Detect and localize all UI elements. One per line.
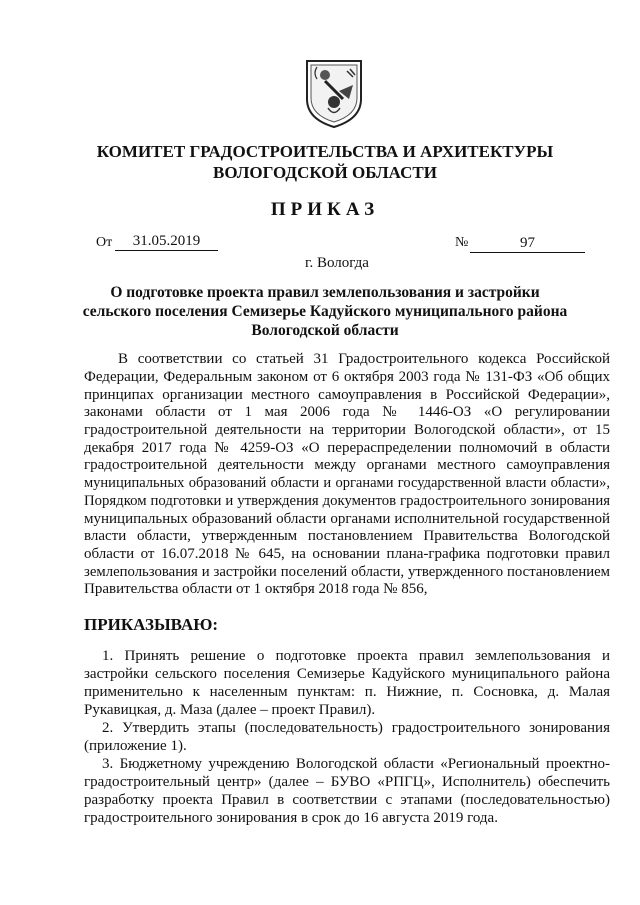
item-2-line: (приложение 1). xyxy=(84,738,187,754)
preamble-line: Порядком подготовки и утверждения документов градостроительного зонирования xyxy=(84,493,610,509)
item-1-line: застройки сельского поселения Семизерье Кадуйского муниципального района xyxy=(84,666,610,682)
item-3-line: градостроительного зонирования в срок до 16 августа 2019 года. xyxy=(84,810,498,826)
item-3-line: градостроительный центр» (далее – БУВО «РПГЦ», Исполнитель) обеспечить xyxy=(84,774,610,790)
preamble-line: принципах организации местного самоуправления в Российской Федерации», xyxy=(84,387,610,403)
document-type: ПРИКАЗ xyxy=(270,199,380,220)
preamble-line: муниципальных образований области органами исполнительной государственной xyxy=(84,511,610,527)
preamble-line: Правительства области от 1 октября 2018 года № 856, xyxy=(84,581,428,597)
subject-line-2: сельского поселения Семизерье Кадуйского муниципального района xyxy=(82,303,568,320)
preamble-line: власти области, утвержденным постановлением Правительства Вологодской xyxy=(84,528,610,544)
number-value: 97 xyxy=(470,235,585,253)
preamble-line: В соответствии со статьей 31 Градостроительного кодекса Российской xyxy=(118,351,610,367)
organization-name-line-1: КОМИТЕТ ГРАДОСТРОИТЕЛЬСТВА И АРХИТЕКТУРЫ xyxy=(96,142,554,161)
preamble-line: Федерации, Федеральным законом от 6 октября 2003 года № 131-ФЗ «Об общих xyxy=(84,369,610,385)
subject-line-1: О подготовке проекта правил землепользования и застройки xyxy=(110,284,540,301)
preamble-line: законами области от 1 мая 2006 года № 1446-ОЗ «О регулировании xyxy=(84,404,610,420)
city: г. Вологда xyxy=(305,255,369,271)
item-2-line: 2. Утвердить этапы (последовательность) градостроительного зонирования xyxy=(102,720,610,736)
item-1-line: Рукавицкая, д. Маза (далее – проект Правил). xyxy=(84,702,376,718)
preamble-line: градостроительной деятельности между органами местного самоуправления xyxy=(84,457,610,473)
date-label: От xyxy=(96,235,113,250)
coat-of-arms-icon xyxy=(303,55,365,129)
preamble-line: декабря 2017 года № 4259-ОЗ «О перераспределении полномочий в области xyxy=(84,440,610,456)
preamble-line: муниципальных образований области и органами государственной власти области», xyxy=(84,475,610,491)
item-1-line: 1. Принять решение о подготовке проекта правил землепользования и xyxy=(102,648,610,664)
item-3-line: разработку проекта Правил в соответствии с этапами (последовательностью) xyxy=(84,792,610,808)
number-label: № xyxy=(455,235,469,250)
preamble-line: землепользования и застройки поселений области, утвержденного постановлением xyxy=(84,564,610,580)
preamble-line: градостроительной деятельности на территории Вологодской области», от 15 xyxy=(84,422,610,438)
preamble-line: области от 16.07.2018 № 645, на основании плана-графика подготовки правил xyxy=(84,546,610,562)
date-value: 31.05.2019 xyxy=(115,233,218,251)
item-1-line: применительно к населенным пунктам: п. Нижние, п. Сосновка, д. Малая xyxy=(84,684,610,700)
subject-line-3: Вологодской области xyxy=(251,322,399,339)
item-3-line: 3. Бюджетному учреждению Вологодской области «Региональный проектно- xyxy=(102,756,610,772)
order-heading: ПРИКАЗЫВАЮ: xyxy=(84,615,219,634)
organization-name-line-2: ВОЛОГОДСКОЙ ОБЛАСТИ xyxy=(213,163,437,182)
